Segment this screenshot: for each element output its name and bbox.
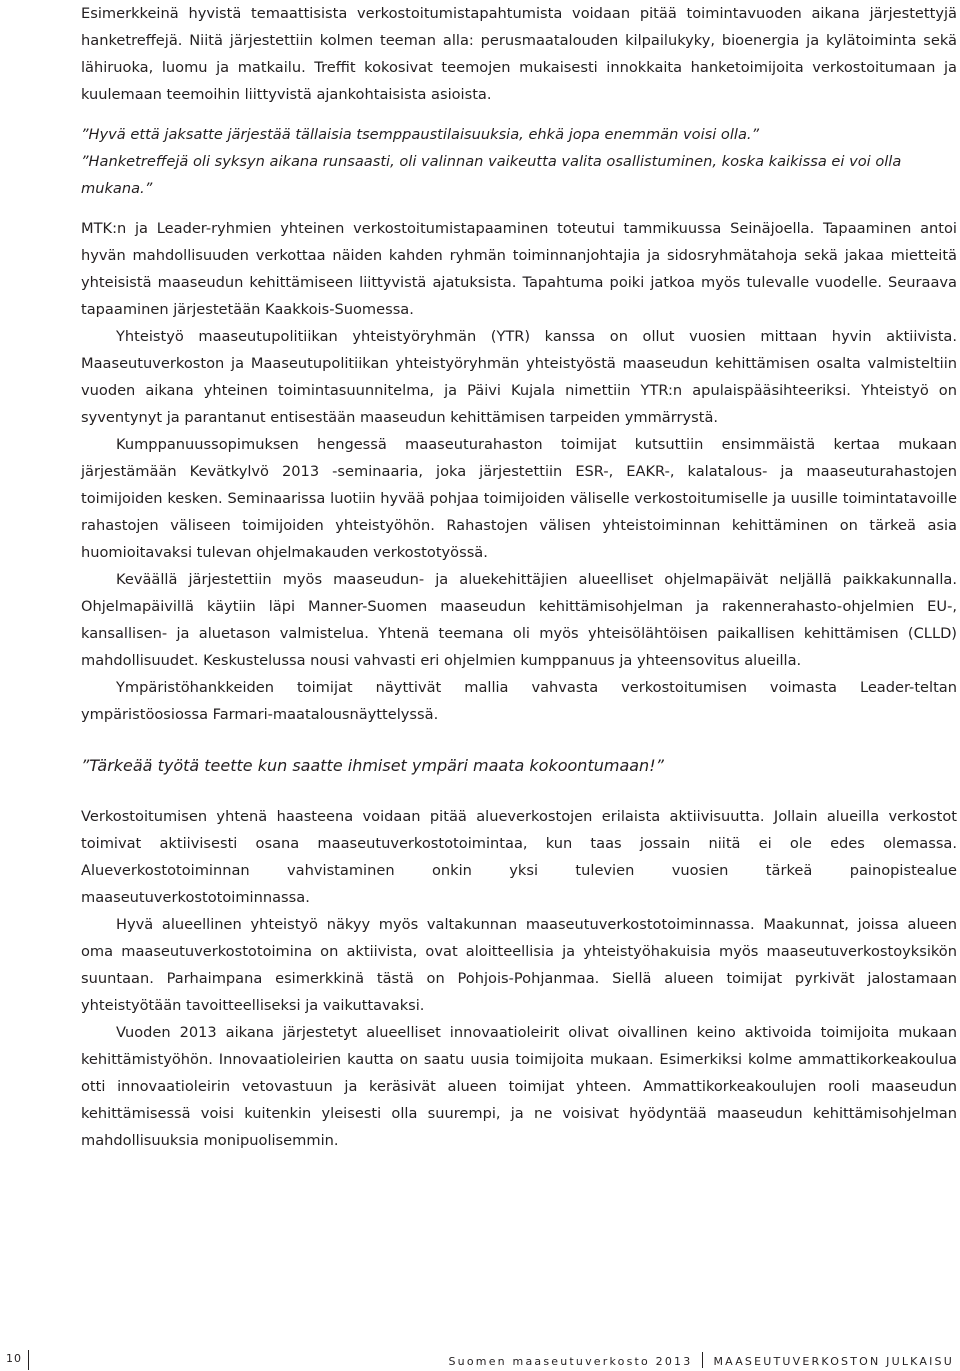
feedback-quote: ”Hyvä että jaksatte järjestää tällaisia tsemppaustilaisuuksia, ehkä jopa enemmän voisi olla.” bbox=[81, 126, 760, 143]
footer-divider bbox=[28, 1350, 29, 1370]
paragraph-alueverkostot: Verkostoitumisen yhtenä haasteena voidaan pitää alueverkostojen erilaista aktiivisuutta. Jollain alueilla verkostot toimivat aktiivisesti osana maaseutuverkostotoimintaa, kun taas jossain niitä ei ole edes olemassa. Alueverkostotoiminnan vahvistaminen onkin yksi tulevien vuosien tärkeä painopistealue maaseutuverkostotoiminnassa. bbox=[81, 808, 957, 906]
paragraph-innovaatioleirit: Vuoden 2013 aikana järjestetyt alueelliset innovaatioleirit olivat oivallinen keino aktivoida toimijoita mukaan kehittämistyöhön. Innovaatioleirien kautta on saatu uusia toimijoita mukaan. Esimerkiksi kolme ammattikorkeakoulua otti innovaatioleirin vetovastuun ja keräsivät alueen toimijat yhteen. Ammattikorkeakoulujen rooli maaseudun kehittämisessä voisi kuitenkin yleisesti olla suurempi, ja ne voisivat hyödyntää maaseudun kehittämisohjelman mahdollisuuksia monipuolisemmin. bbox=[81, 1024, 957, 1149]
paragraph-hanketreffit: Esimerkkeinä hyvistä temaattisista verkostoitumistapahtumista voidaan pitää toimintavuoden aikana järjestettyjä hanketreffejä. Niitä järjestettiin kolmen teeman alla: perusmaatalouden kilpailukyky, bioenergia ja kylätoiminta sekä lähiruoka, luomu ja matkailu. Treffit kokosivat teemojen mukaisesti innokkaita hanketoimijoita verkostoitumaan ja kuulemaan teemoihin liittyvistä ajankohtaisista asioista. bbox=[81, 5, 957, 103]
paragraph-mtk-leader: MTK:n ja Leader-ryhmien yhteinen verkostoitumistapaaminen toteutui tammikuussa Seinäjoella. Tapaaminen antoi hyvän mahdollisuuden verkottaa näiden kahden ryhmän toiminnanjohtajia ja sidosryhmätahoja sekä jakaa mietteitä yhteisistä maaseudun kehittämiseen liittyvistä ajatuksista. Tapahtuma poiki jatkoa myös tulevalle vuodelle. Seuraava tapaaminen järjestetään Kaakkois-Suomessa. bbox=[81, 220, 957, 318]
paragraph-ytr: Yhteistyö maaseutupolitiikan yhteistyöryhmän (YTR) kanssa on ollut vuosien mittaan hyvin aktiivista. Maaseutuverkoston ja Maaseutupolitiikan yhteistyöryhmän yhteistyöstä maaseudun kehittämisen osalta valmisteltiin vuoden aikana yhteinen toimintasuunnitelma, ja Päivi Kujala nimettiin YTR:n apulaispääsihteeriksi. Yhteistyö on syventynyt ja parantanut entisestään maaseudun kehittämisen tarpeiden ymmärrystä. bbox=[81, 328, 957, 426]
footer-publication-info bbox=[449, 1352, 955, 1368]
paragraph-ohjelmapaivat: Keväällä järjestettiin myös maaseudun- ja aluekehittäjien alueelliset ohjelmapäivät neljällä paikkakunnalla. Ohjelmapäivillä käytiin läpi Manner-Suomen maaseudun kehittämisohjelman ja rakennerahasto-ohjelmien EU-, kansallisen- ja aluetason valmistelua. Yhtenä teemana oli myös yhteisölähtöisen paikallisen kehittämisen (CLLD) mahdollisuudet. Keskustelussa nousi vahvasti eri ohjelmien kumppanuus ja yhteensovitus alueilla. bbox=[81, 571, 957, 669]
page-footer bbox=[0, 1350, 960, 1370]
footer-separator bbox=[702, 1352, 703, 1368]
page-number: 10 bbox=[6, 1352, 22, 1365]
feedback-quote: ”Hanketreffejä oli syksyn aikana runsaasti, oli valinnan vaikeutta valita osallistuminen, koska kaikissa ei voi olla mukana.” bbox=[81, 153, 902, 197]
main-text bbox=[81, 0, 957, 1154]
paragraph-kumppanuus: Kumppanuussopimuksen hengessä maaseuturahaston toimijat kutsuttiin ensimmäistä kertaa mukaan järjestämään Kevätkylvö 2013 -seminaaria, joka järjestettiin ESR-, EAKR-, kalatalous- ja maaseuturahastojen toimijoiden kesken. Seminaarissa luotiin hyvää pohjaa toimijoiden väliselle verkostoitumiselle ja uusille toimintatavoille rahastojen väliseen toimijoiden yhteistyöhön. Rahastojen välisen yhteistoiminnan kehittäminen on tärkeä asia huomioitavaksi tulevan ohjelmakauden verkostotyössä. bbox=[81, 436, 957, 561]
paragraph-alueellinen-yhteistyo: Hyvä alueellinen yhteistyö näkyy myös valtakunnan maaseutuverkostotoiminnassa. Maakunnat, joissa alueen oma maaseutuverkostotoimina on aktiivista, ovat aloitteellisia ja yhteistyöhakuisia myös maaseutuverkostoyksikön suuntaan. Parhaimpana esimerkkinä tästä on Pohjois-Pohjanmaa. Siellä alueen toimijat pyrkivät jalostamaan yhteistyötään tavoitteelliseksi ja vaikuttavaksi. bbox=[81, 916, 957, 1014]
publication-name: Suomen maaseutuverkosto 2013 bbox=[448, 1355, 693, 1368]
paragraph-ymparisto: Ympäristöhankkeiden toimijat näyttivät mallia vahvasta verkostoitumisen voimasta Leader-teltan ympäristöosiossa Farmari-maatalousnäyttelyssä. bbox=[81, 679, 957, 723]
publication-series: MAASEUTUVERKOSTON JULKAISU bbox=[713, 1355, 954, 1368]
feedback-quote-large: ”Tärkeää työtä teette kun saatte ihmiset ympäri maata kokoontumaan!” bbox=[81, 756, 664, 775]
